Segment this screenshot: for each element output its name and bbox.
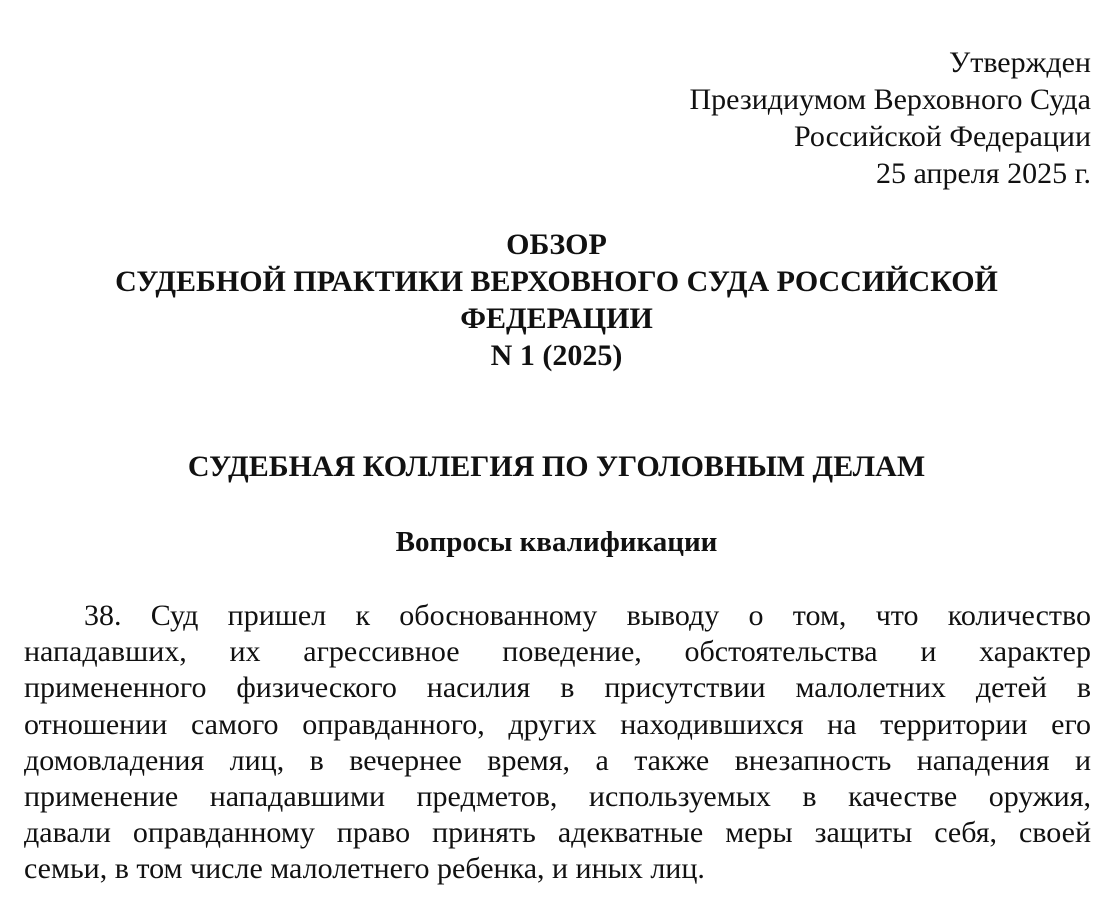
title-line: СУДЕБНОЙ ПРАКТИКИ ВЕРХОВНОГО СУДА РОССИЙСКОЙ [115,265,998,298]
paragraph-line: отношении самого оправданного, других находившихся на территории его [24,707,1091,741]
collegium-heading: СУДЕБНАЯ КОЛЛЕГИЯ ПО УГОЛОВНЫМ ДЕЛАМ [187,450,926,483]
approval-line: Российской Федерации [793,120,1091,153]
paragraph-line: примененного физического насилия в присутствии малолетних детей в [24,671,1091,705]
title-number: N 1 (2025) [490,339,623,372]
approval-line: Президиумом Верховного Суда [689,83,1091,116]
approval-line: Утвержден [948,46,1091,79]
paragraph-line: семьи, в том числе малолетнего ребенка, и иных лиц. [24,852,705,886]
title-line: ФЕДЕРАЦИИ [460,302,653,335]
paragraph-line: 38. Суд пришел к обоснованному выводу о том, что количество [84,599,1091,632]
paragraph-line: домовладения лиц, в вечернее время, а также внезапность нападения и [24,743,1091,777]
paragraph-38 [24,598,1091,888]
approval-date: 25 апреля 2025 г. [876,157,1091,190]
section-heading: Вопросы квалификации [395,526,718,558]
paragraph-line: нападавших, их агрессивное поведение, обстоятельства и характер [24,635,1091,669]
paragraph-line: давали оправданному право принять адекватные меры защиты себя, своей [24,816,1091,850]
paragraph-line: применение нападавшими предметов, используемых в качестве оружия, [24,780,1091,814]
approval-block [690,44,1091,192]
title-line: ОБЗОР [506,228,607,261]
document-title [0,226,1113,374]
